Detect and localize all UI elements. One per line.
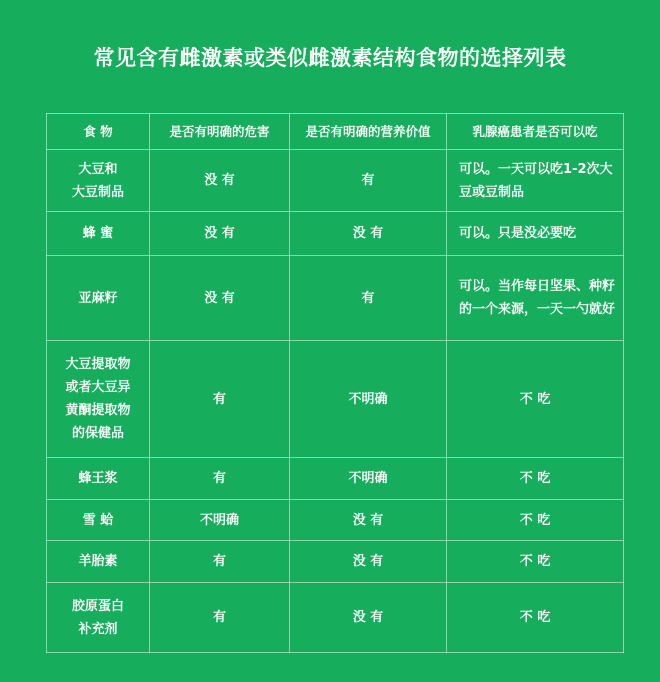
page-title: 常见含有雌激素或类似雌激素结构食物的选择列表 [93, 46, 567, 70]
food-cell: 雪 蛤 [47, 500, 150, 541]
table-row [47, 341, 624, 458]
header-harm: 是否有明确的危害 [150, 114, 290, 150]
nutrition-cell: 有 [290, 150, 447, 212]
nutrition-cell: 没 有 [290, 583, 447, 653]
can-eat-cell: 不 吃 [447, 500, 624, 541]
table-row [47, 500, 624, 541]
table-row [47, 541, 624, 583]
harm-cell: 有 [150, 583, 290, 653]
food-cell: 蜂王浆 [47, 458, 150, 500]
table-row [47, 212, 624, 256]
can-eat-cell: 可以。一天可以吃1-2次大豆或豆制品 [447, 150, 624, 212]
can-eat-cell: 可以。只是没必要吃 [447, 212, 624, 256]
table-row [47, 583, 624, 653]
food-cell: 羊胎素 [47, 541, 150, 583]
food-cell: 大豆和 大豆制品 [47, 150, 150, 212]
food-cell: 大豆提取物 或者大豆异 黄酮提取物 的保健品 [47, 341, 150, 458]
table-row [47, 458, 624, 500]
can-eat-cell: 不 吃 [447, 541, 624, 583]
table-row [47, 256, 624, 341]
nutrition-cell: 没 有 [290, 212, 447, 256]
harm-cell: 不明确 [150, 500, 290, 541]
header-food: 食 物 [47, 114, 150, 150]
harm-cell: 有 [150, 541, 290, 583]
food-cell: 亚麻籽 [47, 256, 150, 341]
nutrition-cell: 没 有 [290, 500, 447, 541]
can-eat-cell: 不 吃 [447, 583, 624, 653]
harm-cell: 没 有 [150, 212, 290, 256]
food-cell: 蜂 蜜 [47, 212, 150, 256]
harm-cell: 没 有 [150, 150, 290, 212]
can-eat-cell: 不 吃 [447, 458, 624, 500]
nutrition-cell: 不明确 [290, 341, 447, 458]
table-header-row [47, 114, 624, 150]
can-eat-cell: 可以。当作每日坚果、种籽的一个来源，一天一勺就好 [447, 256, 624, 341]
harm-cell: 有 [150, 341, 290, 458]
header-nutrition: 是否有明确的营养价值 [290, 114, 447, 150]
harm-cell: 有 [150, 458, 290, 500]
food-table [46, 113, 624, 653]
harm-cell: 没 有 [150, 256, 290, 341]
nutrition-cell: 有 [290, 256, 447, 341]
nutrition-cell: 没 有 [290, 541, 447, 583]
header-can-eat: 乳腺癌患者是否可以吃 [447, 114, 624, 150]
nutrition-cell: 不明确 [290, 458, 447, 500]
food-cell: 胶原蛋白 补充剂 [47, 583, 150, 653]
table-row [47, 150, 624, 212]
can-eat-cell: 不 吃 [447, 341, 624, 458]
